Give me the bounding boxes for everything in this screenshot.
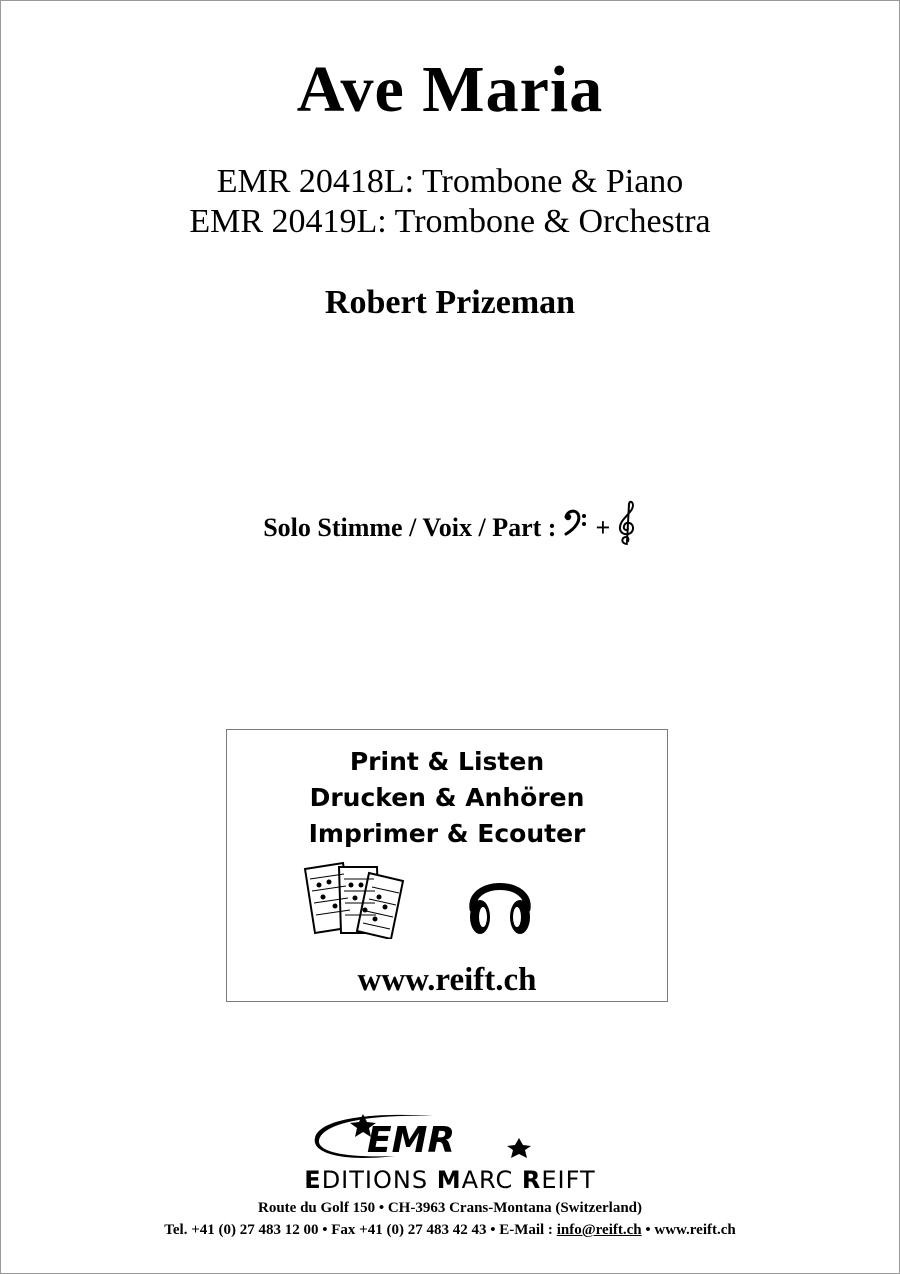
composer-name: Robert Prizeman xyxy=(324,284,576,321)
publisher-contact xyxy=(0,1220,900,1240)
headphones-icon xyxy=(465,865,535,944)
promo-line-de: Drucken & Anhören xyxy=(309,783,585,812)
publisher-address: Route du Golf 150 • CH-3963 Crans-Montana (Switzerland) xyxy=(258,1200,642,1216)
publisher-name: EDITIONS MARC REIFT xyxy=(304,1166,596,1194)
edition-orchestra: EMR 20419L: Trombone & Orchestra xyxy=(189,203,711,240)
promo-url[interactable]: www.reift.ch xyxy=(357,962,537,998)
promo-line-en: Print & Listen xyxy=(349,747,545,776)
part-plus: + xyxy=(595,512,611,542)
treble-clef-icon xyxy=(617,500,637,560)
part-line xyxy=(0,500,900,560)
page-title: Ave Maria xyxy=(296,53,604,126)
bass-clef-icon xyxy=(563,508,589,552)
print-listen-box xyxy=(226,729,668,1002)
edition-piano: EMR 20418L: Trombone & Piano xyxy=(216,163,684,200)
sheet-music-icon xyxy=(299,861,413,944)
part-label: Solo Stimme / Voix / Part : xyxy=(263,512,557,542)
email-link[interactable]: info@reift.ch xyxy=(556,1222,642,1238)
contact-phone-fax: Tel. +41 (0) 27 483 12 00 • Fax +41 (0) 27 483 42 43 • E-Mail : xyxy=(164,1222,557,1238)
svg-text:EMR: EMR xyxy=(367,1120,456,1161)
emr-logo xyxy=(305,1108,595,1169)
contact-website: • www.reift.ch xyxy=(641,1222,736,1238)
promo-line-fr: Imprimer & Ecouter xyxy=(308,819,586,848)
